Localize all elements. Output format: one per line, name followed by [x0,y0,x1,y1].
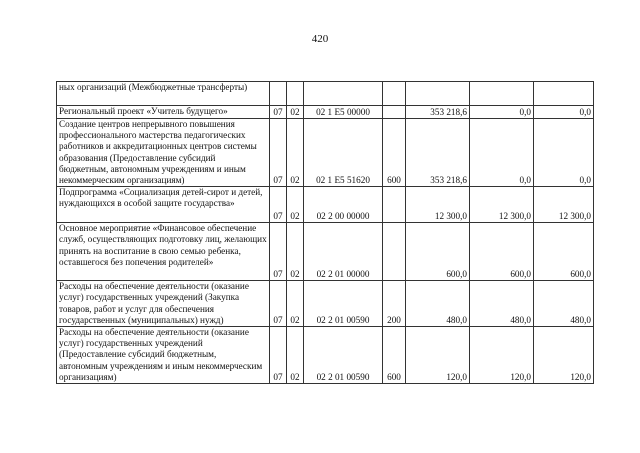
row-sum-1 [406,82,470,106]
row-sum-3: 120,0 [534,327,594,384]
row-sum-2: 0,0 [470,119,534,187]
row-sum-1: 480,0 [406,281,470,327]
row-name: Основное мероприятие «Финансовое обеспечение служб, осуществляющих подготовку лиц, желающих принять на воспитание в свою семью ребенка, оставшегося без попечения родителей» [57,223,270,281]
row-pr: 02 [287,106,304,119]
row-pr [287,82,304,106]
row-pr: 02 [287,223,304,281]
row-name: Подпрограмма «Социализация детей-сирот и детей, нуждающихся в особой защите государства» [57,187,270,223]
row-rz: 07 [270,281,287,327]
table-row [57,119,594,187]
row-csr: 02 2 01 00590 [304,327,383,384]
row-sum-1: 12 300,0 [406,187,470,223]
row-pr: 02 [287,281,304,327]
row-vr: 200 [383,281,406,327]
row-rz: 07 [270,106,287,119]
row-csr: 02 2 00 00000 [304,187,383,223]
table-row [57,281,594,327]
row-sum-1: 120,0 [406,327,470,384]
row-vr: 600 [383,119,406,187]
row-sum-3: 480,0 [534,281,594,327]
row-sum-1: 353 218,6 [406,106,470,119]
row-sum-3: 0,0 [534,119,594,187]
row-rz: 07 [270,327,287,384]
row-name: Расходы на обеспечение деятельности (оказание услуг) государственных учреждений (Предоставление субсидий бюджетным, автономным учреждениям и иным некоммерческим организациям) [57,327,270,384]
row-vr [383,82,406,106]
row-vr: 600 [383,327,406,384]
row-csr [304,82,383,106]
row-rz [270,82,287,106]
row-rz: 07 [270,119,287,187]
row-sum-2 [470,82,534,106]
row-vr [383,187,406,223]
row-pr: 02 [287,327,304,384]
row-pr: 02 [287,187,304,223]
row-name: Создание центров непрерывного повышения профессионального мастерства педагогических работников и аккредитационных центров системы образования (Предоставление субсидий бюджетным, автономным учреждениям и иным некоммерческим организациям) [57,119,270,187]
row-sum-1: 600,0 [406,223,470,281]
row-csr: 02 2 01 00590 [304,281,383,327]
row-sum-2: 12 300,0 [470,187,534,223]
page-number: 420 [311,33,329,45]
row-sum-2: 120,0 [470,327,534,384]
row-sum-1: 353 218,6 [406,119,470,187]
row-pr: 02 [287,119,304,187]
row-sum-3: 600,0 [534,223,594,281]
table-row [57,187,594,223]
row-vr [383,106,406,119]
row-name: ных организаций (Межбюджетные трансферты) [57,82,270,106]
row-rz: 07 [270,223,287,281]
row-name: Региональный проект «Учитель будущего» [57,106,270,119]
row-sum-3 [534,82,594,106]
row-sum-3: 0,0 [534,106,594,119]
table-row [57,106,594,119]
table-row [57,223,594,281]
row-sum-2: 600,0 [470,223,534,281]
row-name: Расходы на обеспечение деятельности (оказание услуг) государственных учреждений (Закупка товаров, работ и услуг для обеспечения государственных (муниципальных) нужд) [57,281,270,327]
row-vr [383,223,406,281]
row-sum-2: 0,0 [470,106,534,119]
row-csr: 02 1 E5 00000 [304,106,383,119]
table-row [57,327,594,384]
table-row [57,82,594,106]
budget-table [56,81,594,384]
row-csr: 02 2 01 00000 [304,223,383,281]
row-sum-3: 12 300,0 [534,187,594,223]
row-rz: 07 [270,187,287,223]
row-csr: 02 1 E5 51620 [304,119,383,187]
row-sum-2: 480,0 [470,281,534,327]
